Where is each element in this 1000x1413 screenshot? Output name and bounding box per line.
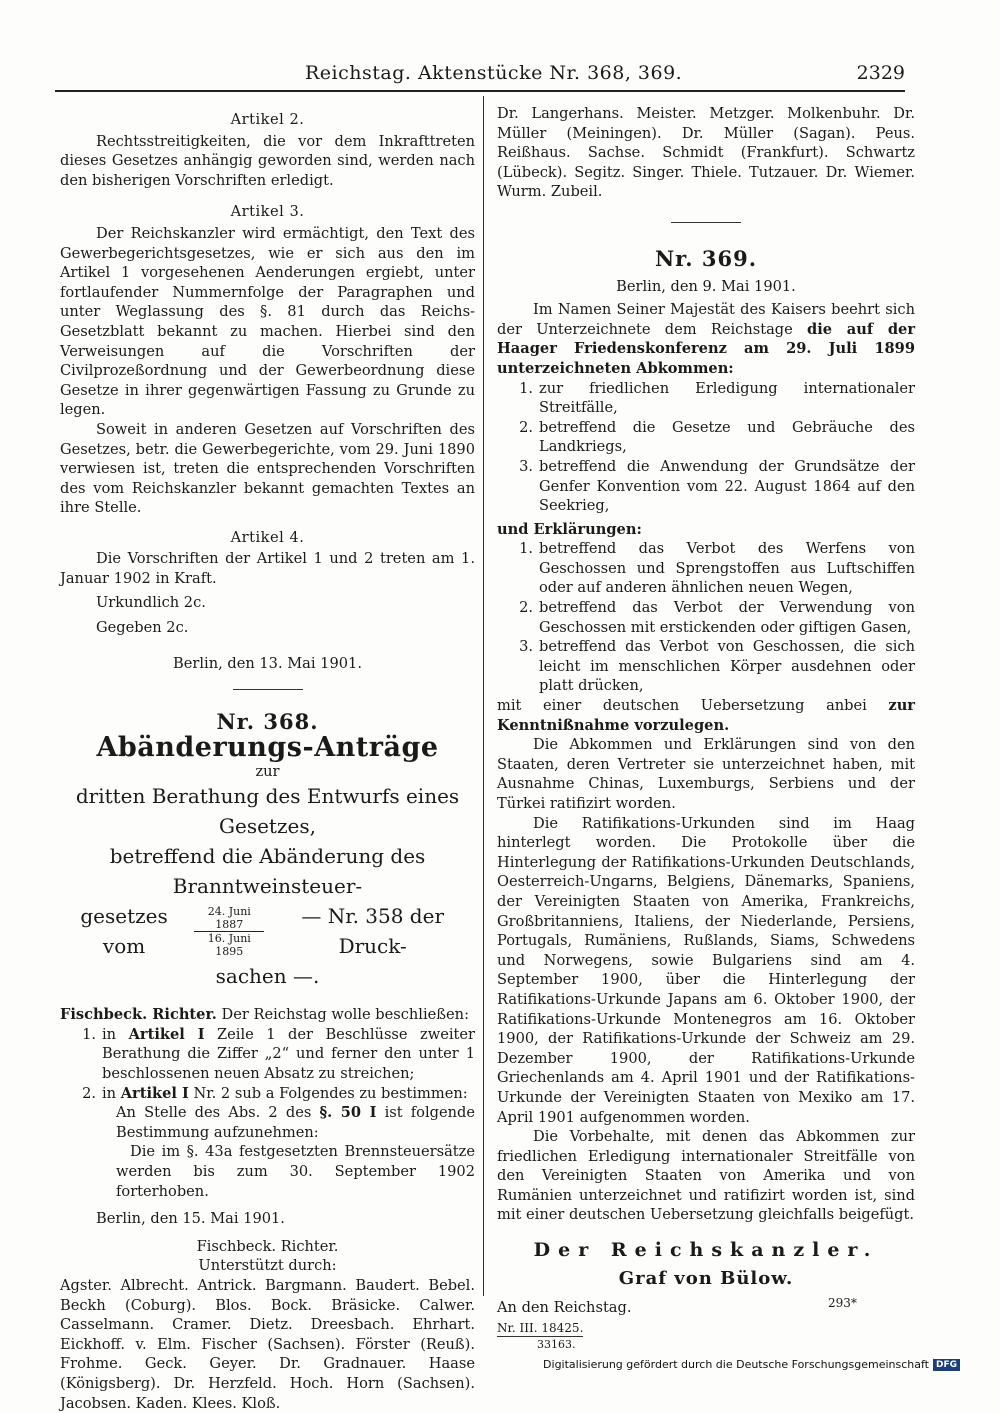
item-number: 3. [519, 638, 533, 656]
declaration-3 [497, 637, 915, 696]
section-rule [671, 222, 741, 223]
page-number: 2329 [856, 62, 905, 84]
page-header [55, 60, 905, 92]
left-column [60, 104, 475, 1413]
subtitle-law-suffix: — Nr. 358 der Druck- [301, 904, 445, 959]
introduction [497, 300, 915, 378]
date-may-13: Berlin, den 13. Mai 1901. [173, 654, 362, 672]
motion-text: Der Reichstag wolle beschließen: [221, 1006, 469, 1024]
item-2-detail-b: ist folgende Bestimmung aufzunehmen: [116, 1104, 475, 1141]
item-2-text: Nr. 2 sub a Folgendes zu bestimmen: [193, 1084, 468, 1102]
fraction-top: 24. Juni 1887 [194, 905, 264, 932]
reference-subnumber: 33163. [537, 1338, 576, 1352]
dfg-logo: DFG [933, 1359, 960, 1371]
signers: Fischbeck. Richter. [196, 1237, 339, 1255]
declarations-heading: und Erklärungen: [497, 520, 642, 538]
supporters-list: Agster. Albrecht. Antrick. Bargmann. Baudert. Bebel. Beckh (Coburg). Blos. Bock. Bräsicke. Calwer. Casselmann. Cramer. Dietz. Dreesbach. Ehrhart. Eickhoff. v. Elm. Fischer (Sachsen). Förster (Reuß). Frohme. Geck. Geyer. Dr. Gradnauer. Haase (Königsberg). Dr. Herzfeld. Hoch. Horn (Sachsen). Jacobsen. Kaden. Klees. Kloß. [60, 1276, 475, 1412]
document-368-title: Abänderungs-Anträge [96, 732, 439, 764]
motion-intro [60, 1005, 475, 1025]
item-number: 3. [519, 457, 533, 475]
item-number: 1. [82, 1025, 96, 1043]
motion-item-2 [60, 1084, 475, 1104]
addressee: An den Reichstag. [497, 1299, 632, 1317]
intro-text: Im Namen Seiner Majestät des Kaisers beehrt sich der Unterzeichnete dem Reichstage [497, 301, 915, 338]
item-number: 2. [519, 599, 533, 617]
agreement-3 [497, 457, 915, 516]
reservations-paragraph: Die Vorbehalte, mit denen das Abkommen zur friedlichen Erledigung internationaler Streitfälle von den Vereinigten Staaten von Amerika und von Rumänien unterzeichnet und ratifizirt worden ist, sind mit einer deutschen Uebersetzung gleichfalls beigefügt. [497, 1128, 915, 1224]
item-number: 1. [519, 379, 533, 397]
document-369-number: Nr. 369. [654, 245, 758, 271]
declaration-2 [497, 598, 915, 637]
subtitle-line-4: sachen —. [215, 964, 320, 989]
item-2-detail [60, 1103, 475, 1142]
item-1-article: Artikel I [128, 1025, 205, 1043]
article-4-heading: Artikel 4. [230, 528, 305, 546]
motion-names: Fischbeck. Richter. [60, 1006, 217, 1024]
subtitle-law-prefix: gesetzes vom [80, 904, 168, 959]
subtitle-line-1: dritten Berathung des Entwurfs eines Gesetzes, [75, 784, 460, 839]
deposit-paragraph: Die Ratifikations-Urkunden sind im Haag hinterlegt worden. Die Protokolle über die Hinterlegung der Ratifikations-Urkunden Deutschlands, Oesterreich-Ungarns, Belgiens, Dänemarks, Spaniens, der Vereinigten Staaten von Amerika, Frankreichs, Großbritanniens, Italiens, der Niederlande, Persiens, Portugals, Rumäniens, Rußlands, Siams, Schwedens und Norwegens, sowie Bulgariens sind am 4. September 1900, über die Hinterlegung der Ratifikations-Urkunde Japans am 6. Oktober 1900, der Ratifikations-Urkunde Montenegros am 16. Oktober 1900, der Ratifikations-Urkunde der Schweiz am 29. Dezember 1900, der Ratifikations-Urkunde Griechenlands am 4. April 1901 und der Ratifikations-Urkunde der Vereinigten Staaten von Mexiko am 17. April 1901 aufgenommen worden. [497, 814, 915, 1126]
item-text: betreffend die Anwendung der Grundsätze der Genfer Konvention vom 22. August 1864 auf den Seekrieg, [539, 457, 915, 515]
transmittal-text: mit einer deutschen Uebersetzung anbei [497, 697, 867, 715]
item-text [102, 1084, 475, 1104]
reference-number: Nr. III. 18425. [497, 1320, 584, 1335]
agreement-1 [497, 379, 915, 418]
zur-word: zur [255, 762, 280, 780]
item-2-detail-a: An Stelle des Abs. 2 des [116, 1104, 312, 1122]
supported-by: Unterstützt durch: [198, 1257, 337, 1275]
article-3-paragraph-2: Soweit in anderen Gesetzen auf Vorschriften des Gesetzes, betr. die Gewerbegerichte, vom 29. Juni 1890 verwiesen ist, treten die entsprechenden Vorschriften des vom Reichskanzler bekannt gemachten Textes an ihre Stelle. [60, 420, 475, 517]
item-text: betreffend das Verbot der Verwendung von Geschossen mit erstickenden oder giftigen Gasen, [539, 599, 915, 636]
article-4-text: Die Vorschriften der Artikel 1 und 2 treten am 1. Januar 1902 in Kraft. [60, 550, 475, 588]
motion-item-1 [60, 1025, 475, 1084]
item-2-paragraph-ref: §. 50 I [319, 1104, 377, 1122]
item-number: 1. [519, 540, 533, 558]
item-number: 2. [82, 1084, 96, 1102]
transmittal-bold: zur Kenntnißnahme vorzulegen. [497, 697, 915, 734]
item-text: zur friedlichen Erledigung internationaler Streitfälle, [539, 379, 915, 417]
signature-title: Der Reichskanzler. [533, 1239, 879, 1262]
date-may-15: Berlin, den 15. Mai 1901. [96, 1210, 285, 1228]
sheet-number: 293* [828, 1296, 857, 1310]
item-2-prefix: in [102, 1084, 117, 1102]
item-1-text: Zeile 1 der Beschlüsse zweiter Berathung die Ziffer „2“ und ferner den unter 1 beschlossenen neuen Absatz zu streichen; [102, 1025, 475, 1082]
item-1-prefix: in [102, 1025, 117, 1043]
fraction-bottom: 16. Juni 1895 [207, 931, 251, 958]
transmittal [497, 696, 915, 735]
item-number: 2. [519, 418, 533, 436]
gegeben-line: Gegeben 2c. [96, 619, 189, 637]
column-divider [483, 96, 484, 1296]
date-fraction [194, 905, 264, 958]
item-text: betreffend das Verbot von Geschossen, die sich leicht im menschlichen Körper ausdehnen oder platt drücken, [539, 638, 915, 695]
urkundlich-line: Urkundlich 2c. [96, 593, 206, 611]
running-title: Reichstag. Aktenstücke Nr. 368, 369. [305, 62, 683, 84]
supporters-continued: Dr. Langerhans. Meister. Metzger. Molkenbuhr. Dr. Müller (Meiningen). Dr. Müller (Sagan). Peus. Reißhaus. Sachse. Schmidt (Frankfurt). Schwartz (Lübeck). Segitz. Singer. Thiele. Tutzauer. Dr. Wiemer. Wurm. Zubeil. [497, 105, 915, 201]
subtitle-line-2: betreffend die Abänderung des Branntweinsteuer- [109, 844, 426, 899]
section-rule [233, 689, 303, 690]
ratification-paragraph: Die Abkommen und Erklärungen sind von den Staaten, deren Vertreter sie unterzeichnet haben, mit Ausnahme Chinas, Luxemburgs, Serbiens und der Türkei ratifizirt worden. [497, 736, 915, 812]
article-3-heading: Artikel 3. [230, 203, 305, 221]
digitization-credit [543, 1358, 960, 1371]
intro-bold: die auf der Haager Friedenskonferenz am 29. Juli 1899 unterzeichneten Abkommen: [497, 320, 916, 377]
item-2-article: Artikel I [120, 1084, 189, 1102]
item-text [102, 1025, 475, 1084]
item-text: betreffend das Verbot des Werfens von Geschossen und Sprengstoffen aus Luftschiffen oder auf anderen ähnlichen neuen Wegen, [539, 540, 915, 597]
credit-text: Digitalisierung gefördert durch die Deutsche Forschungsgemeinschaft [543, 1358, 929, 1371]
signature-name: Graf von Bülow. [618, 1267, 794, 1289]
article-3-paragraph-1: Der Reichskanzler wird ermächtigt, den Text des Gewerbegerichtsgesetzes, wie er sich aus den im Artikel 1 vorgesehenen Aenderungen ergiebt, unter fortlaufender Nummernfolge der Paragraphen und unter Weglassung des §. 81 durch das Reichs-Gesetzblatt bekannt zu machen. Hierbei sind den Verweisungen auf die Vorschriften der Civilprozeßordnung und der Gewerbeordnung diese Gesetze in ihrer gegenwärtigen Fassung zu Grunde zu legen. [60, 224, 475, 419]
date-may-9: Berlin, den 9. Mai 1901. [616, 277, 796, 295]
declaration-1 [497, 539, 915, 598]
article-2-heading: Artikel 2. [230, 111, 305, 128]
item-2-quote: Die im §. 43a festgesetzten Brennsteuersätze werden bis zum 30. September 1902 forterhoben. [116, 1143, 475, 1200]
item-text: betreffend die Gesetze und Gebräuche des Landkriegs, [539, 418, 915, 456]
article-2-text: Rechtsstreitigkeiten, die vor dem Inkrafttreten dieses Gesetzes anhängig geworden sind, werden nach den bisherigen Vorschriften erledigt. [60, 132, 475, 189]
document-368-number: Nr. 368. [216, 709, 319, 735]
subtitle-line-3 [60, 901, 475, 961]
agreement-2 [497, 418, 915, 457]
right-column [497, 104, 915, 1352]
